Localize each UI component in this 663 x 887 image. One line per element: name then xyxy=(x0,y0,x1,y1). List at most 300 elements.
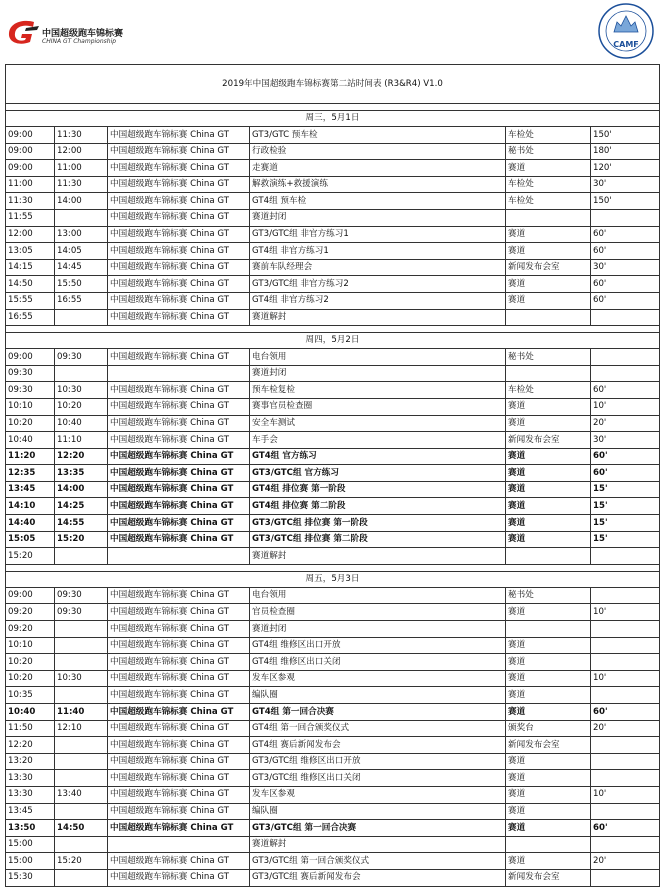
start-time-cell: 09:30 xyxy=(6,365,55,382)
series-cell: 中国超级跑车锦标赛 China GT xyxy=(108,869,250,886)
table-row xyxy=(6,127,660,144)
series-cell: 中国超级跑车锦标赛 China GT xyxy=(108,737,250,754)
duration-cell: 15' xyxy=(591,498,660,515)
series-cell: 中国超级跑车锦标赛 China GT xyxy=(108,292,250,309)
duration-cell: 20' xyxy=(591,853,660,870)
china-gt-logo xyxy=(6,18,146,54)
event-cell: GT4组 非官方练习2 xyxy=(250,292,506,309)
location-cell: 车检处 xyxy=(506,382,591,399)
start-time-cell: 10:35 xyxy=(6,687,55,704)
end-time-cell: 09:30 xyxy=(55,349,108,366)
location-cell: 新闻发布会室 xyxy=(506,737,591,754)
logo-en-text: CHINA GT Championship xyxy=(42,38,117,45)
duration-cell: 60' xyxy=(591,704,660,721)
location-cell: 车检处 xyxy=(506,127,591,144)
table-row xyxy=(6,259,660,276)
event-cell: GT3/GTC组 维修区出口关闭 xyxy=(250,770,506,787)
end-time-cell: 15:50 xyxy=(55,276,108,293)
start-time-cell: 13:45 xyxy=(6,481,55,498)
table-row xyxy=(6,465,660,482)
event-cell: GT4组 维修区出口关闭 xyxy=(250,654,506,671)
series-cell: 中国超级跑车锦标赛 China GT xyxy=(108,515,250,532)
spacer-row xyxy=(6,564,660,571)
duration-cell: 15' xyxy=(591,481,660,498)
duration-cell: 150' xyxy=(591,193,660,210)
end-time-cell: 15:20 xyxy=(55,853,108,870)
table-row xyxy=(6,309,660,326)
duration-cell: 60' xyxy=(591,226,660,243)
end-time-cell: 12:20 xyxy=(55,448,108,465)
duration-cell: 10' xyxy=(591,398,660,415)
duration-cell: 10' xyxy=(591,604,660,621)
table-row xyxy=(6,193,660,210)
start-time-cell: 10:10 xyxy=(6,398,55,415)
duration-cell: 15' xyxy=(591,515,660,532)
location-cell: 新闻发布会室 xyxy=(506,259,591,276)
table-row xyxy=(6,621,660,638)
series-cell: 中国超级跑车锦标赛 China GT xyxy=(108,587,250,604)
start-time-cell: 14:40 xyxy=(6,515,55,532)
duration-cell xyxy=(591,621,660,638)
table-row xyxy=(6,365,660,382)
event-cell: 走赛道 xyxy=(250,160,506,177)
table-row xyxy=(6,548,660,565)
event-cell: GT3/GTC组 第一回合决赛 xyxy=(250,820,506,837)
series-cell: 中国超级跑车锦标赛 China GT xyxy=(108,481,250,498)
start-time-cell: 13:30 xyxy=(6,770,55,787)
event-cell: 赛道封闭 xyxy=(250,209,506,226)
location-cell: 赛道 xyxy=(506,481,591,498)
location-cell: 赛道 xyxy=(506,226,591,243)
location-cell xyxy=(506,621,591,638)
table-row xyxy=(6,753,660,770)
series-cell: 中国超级跑车锦标赛 China GT xyxy=(108,209,250,226)
table-row xyxy=(6,176,660,193)
start-time-cell: 09:20 xyxy=(6,621,55,638)
end-time-cell: 11:30 xyxy=(55,127,108,144)
duration-cell: 60' xyxy=(591,276,660,293)
table-row xyxy=(6,160,660,177)
series-cell: 中国超级跑车锦标赛 China GT xyxy=(108,753,250,770)
event-cell: 赛道解封 xyxy=(250,548,506,565)
table-row xyxy=(6,209,660,226)
table-row xyxy=(6,243,660,260)
event-cell: 赛前车队经理会 xyxy=(250,259,506,276)
start-time-cell: 15:00 xyxy=(6,836,55,853)
table-row xyxy=(6,869,660,886)
end-time-cell: 14:05 xyxy=(55,243,108,260)
location-cell: 新闻发布会室 xyxy=(506,869,591,886)
start-time-cell: 09:00 xyxy=(6,349,55,366)
series-cell xyxy=(108,836,250,853)
start-time-cell: 14:15 xyxy=(6,259,55,276)
duration-cell: 30' xyxy=(591,432,660,449)
start-time-cell: 13:45 xyxy=(6,803,55,820)
event-cell: GT3/GTC组 官方练习 xyxy=(250,465,506,482)
end-time-cell xyxy=(55,836,108,853)
location-cell xyxy=(506,836,591,853)
series-cell: 中国超级跑车锦标赛 China GT xyxy=(108,309,250,326)
start-time-cell: 09:00 xyxy=(6,127,55,144)
table-row xyxy=(6,654,660,671)
location-cell: 秘书处 xyxy=(506,143,591,160)
start-time-cell: 15:05 xyxy=(6,531,55,548)
event-cell: 发车区参观 xyxy=(250,786,506,803)
event-cell: GT3/GTC组 维修区出口开放 xyxy=(250,753,506,770)
duration-cell xyxy=(591,654,660,671)
series-cell: 中国超级跑车锦标赛 China GT xyxy=(108,276,250,293)
start-time-cell: 09:00 xyxy=(6,587,55,604)
series-cell: 中国超级跑车锦标赛 China GT xyxy=(108,349,250,366)
series-cell: 中国超级跑车锦标赛 China GT xyxy=(108,259,250,276)
event-cell: 行政检验 xyxy=(250,143,506,160)
table-row xyxy=(6,143,660,160)
end-time-cell: 10:20 xyxy=(55,398,108,415)
location-cell: 秘书处 xyxy=(506,349,591,366)
duration-cell: 60' xyxy=(591,382,660,399)
start-time-cell: 13:30 xyxy=(6,786,55,803)
table-row xyxy=(6,737,660,754)
event-cell: GT4组 排位赛 第二阶段 xyxy=(250,498,506,515)
event-cell: 电台领用 xyxy=(250,587,506,604)
duration-cell: 180' xyxy=(591,143,660,160)
location-cell xyxy=(506,309,591,326)
duration-cell: 10' xyxy=(591,786,660,803)
spacer-cell xyxy=(6,564,660,571)
series-cell: 中国超级跑车锦标赛 China GT xyxy=(108,448,250,465)
end-time-cell: 11:40 xyxy=(55,704,108,721)
day-header-row xyxy=(6,111,660,127)
table-row xyxy=(6,820,660,837)
start-time-cell: 11:00 xyxy=(6,176,55,193)
duration-cell xyxy=(591,637,660,654)
duration-cell: 15' xyxy=(591,531,660,548)
table-row xyxy=(6,704,660,721)
series-cell: 中国超级跑车锦标赛 China GT xyxy=(108,654,250,671)
end-time-cell: 11:10 xyxy=(55,432,108,449)
table-row xyxy=(6,587,660,604)
duration-cell: 60' xyxy=(591,448,660,465)
event-cell: GT3/GTC组 非官方练习1 xyxy=(250,226,506,243)
end-time-cell: 14:00 xyxy=(55,481,108,498)
start-time-cell: 11:30 xyxy=(6,193,55,210)
event-cell: GT4组 第一回合决赛 xyxy=(250,704,506,721)
start-time-cell: 13:20 xyxy=(6,753,55,770)
camf-seal-icon xyxy=(597,2,655,60)
event-cell: 安全车测试 xyxy=(250,415,506,432)
start-time-cell: 16:55 xyxy=(6,309,55,326)
start-time-cell: 15:30 xyxy=(6,869,55,886)
series-cell: 中国超级跑车锦标赛 China GT xyxy=(108,720,250,737)
end-time-cell: 14:45 xyxy=(55,259,108,276)
day-header: 周五，5月3日 xyxy=(6,571,660,587)
location-cell: 赛道 xyxy=(506,465,591,482)
series-cell: 中国超级跑车锦标赛 China GT xyxy=(108,398,250,415)
duration-cell xyxy=(591,587,660,604)
table-row xyxy=(6,448,660,465)
location-cell: 车检处 xyxy=(506,176,591,193)
end-time-cell xyxy=(55,869,108,886)
start-time-cell: 12:35 xyxy=(6,465,55,482)
end-time-cell xyxy=(55,309,108,326)
location-cell: 新闻发布会室 xyxy=(506,432,591,449)
series-cell: 中国超级跑车锦标赛 China GT xyxy=(108,670,250,687)
location-cell: 赛道 xyxy=(506,654,591,671)
event-cell: 赛道解封 xyxy=(250,836,506,853)
event-cell: 解救演练+救援演练 xyxy=(250,176,506,193)
location-cell: 赛道 xyxy=(506,415,591,432)
series-cell: 中国超级跑车锦标赛 China GT xyxy=(108,637,250,654)
schedule-table xyxy=(5,64,660,887)
table-row xyxy=(6,292,660,309)
page-title: 2019年中国超级跑车锦标赛第二站时间表 (R3&R4) V1.0 xyxy=(6,65,660,104)
series-cell: 中国超级跑车锦标赛 China GT xyxy=(108,770,250,787)
camf-text: CAMF xyxy=(613,40,639,49)
event-cell: 编队圈 xyxy=(250,803,506,820)
end-time-cell xyxy=(55,770,108,787)
table-row xyxy=(6,770,660,787)
end-time-cell: 15:20 xyxy=(55,531,108,548)
table-row xyxy=(6,498,660,515)
location-cell: 赛道 xyxy=(506,820,591,837)
duration-cell xyxy=(591,836,660,853)
event-cell: 电台领用 xyxy=(250,349,506,366)
end-time-cell xyxy=(55,365,108,382)
duration-cell: 30' xyxy=(591,176,660,193)
location-cell: 赛道 xyxy=(506,604,591,621)
series-cell: 中国超级跑车锦标赛 China GT xyxy=(108,531,250,548)
location-cell: 赛道 xyxy=(506,770,591,787)
series-cell: 中国超级跑车锦标赛 China GT xyxy=(108,786,250,803)
series-cell: 中国超级跑车锦标赛 China GT xyxy=(108,415,250,432)
event-cell: 编队圈 xyxy=(250,687,506,704)
event-cell: GT4组 预车检 xyxy=(250,193,506,210)
location-cell: 赛道 xyxy=(506,448,591,465)
series-cell xyxy=(108,365,250,382)
event-cell: GT3/GTC组 排位赛 第一阶段 xyxy=(250,515,506,532)
start-time-cell: 11:50 xyxy=(6,720,55,737)
table-row xyxy=(6,432,660,449)
series-cell: 中国超级跑车锦标赛 China GT xyxy=(108,621,250,638)
end-time-cell xyxy=(55,209,108,226)
start-time-cell: 14:50 xyxy=(6,276,55,293)
end-time-cell: 09:30 xyxy=(55,604,108,621)
start-time-cell: 12:20 xyxy=(6,737,55,754)
series-cell: 中国超级跑车锦标赛 China GT xyxy=(108,604,250,621)
duration-cell: 60' xyxy=(591,465,660,482)
end-time-cell xyxy=(55,637,108,654)
series-cell: 中国超级跑车锦标赛 China GT xyxy=(108,160,250,177)
duration-cell: 30' xyxy=(591,259,660,276)
event-cell: 赛事官员检查圈 xyxy=(250,398,506,415)
table-row xyxy=(6,853,660,870)
duration-cell: 10' xyxy=(591,670,660,687)
start-time-cell: 10:40 xyxy=(6,432,55,449)
duration-cell xyxy=(591,309,660,326)
event-cell: 预车检复检 xyxy=(250,382,506,399)
duration-cell xyxy=(591,209,660,226)
table-row xyxy=(6,720,660,737)
event-cell: GT4组 第一回合颁奖仪式 xyxy=(250,720,506,737)
start-time-cell: 09:20 xyxy=(6,604,55,621)
series-cell: 中国超级跑车锦标赛 China GT xyxy=(108,193,250,210)
end-time-cell: 13:40 xyxy=(55,786,108,803)
table-row xyxy=(6,786,660,803)
duration-cell: 20' xyxy=(591,720,660,737)
end-time-cell: 10:30 xyxy=(55,382,108,399)
event-cell: 赛道解封 xyxy=(250,309,506,326)
start-time-cell: 15:55 xyxy=(6,292,55,309)
table-row xyxy=(6,276,660,293)
table-row xyxy=(6,398,660,415)
end-time-cell xyxy=(55,654,108,671)
event-cell: GT3/GTC组 排位赛 第二阶段 xyxy=(250,531,506,548)
end-time-cell xyxy=(55,753,108,770)
event-cell: GT3/GTC组 第一回合颁奖仪式 xyxy=(250,853,506,870)
series-cell: 中国超级跑车锦标赛 China GT xyxy=(108,382,250,399)
end-time-cell: 11:00 xyxy=(55,160,108,177)
end-time-cell: 11:30 xyxy=(55,176,108,193)
duration-cell xyxy=(591,803,660,820)
duration-cell xyxy=(591,869,660,886)
start-time-cell: 13:05 xyxy=(6,243,55,260)
duration-cell xyxy=(591,687,660,704)
table-row xyxy=(6,481,660,498)
table-row xyxy=(6,382,660,399)
start-time-cell: 14:10 xyxy=(6,498,55,515)
location-cell: 秘书处 xyxy=(506,587,591,604)
series-cell: 中国超级跑车锦标赛 China GT xyxy=(108,820,250,837)
location-cell xyxy=(506,209,591,226)
spacer-row xyxy=(6,104,660,111)
event-cell: GT3/GTC 预车检 xyxy=(250,127,506,144)
duration-cell xyxy=(591,770,660,787)
event-cell: 赛道封闭 xyxy=(250,365,506,382)
series-cell: 中国超级跑车锦标赛 China GT xyxy=(108,432,250,449)
location-cell: 赛道 xyxy=(506,515,591,532)
table-row xyxy=(6,515,660,532)
end-time-cell: 16:55 xyxy=(55,292,108,309)
duration-cell: 60' xyxy=(591,820,660,837)
series-cell: 中国超级跑车锦标赛 China GT xyxy=(108,853,250,870)
title-row xyxy=(6,65,660,104)
series-cell: 中国超级跑车锦标赛 China GT xyxy=(108,226,250,243)
start-time-cell: 10:20 xyxy=(6,415,55,432)
duration-cell xyxy=(591,548,660,565)
end-time-cell: 14:25 xyxy=(55,498,108,515)
table-row xyxy=(6,637,660,654)
series-cell: 中国超级跑车锦标赛 China GT xyxy=(108,803,250,820)
end-time-cell: 14:55 xyxy=(55,515,108,532)
start-time-cell: 15:00 xyxy=(6,853,55,870)
duration-cell: 20' xyxy=(591,415,660,432)
series-cell xyxy=(108,548,250,565)
start-time-cell: 09:00 xyxy=(6,160,55,177)
end-time-cell: 13:35 xyxy=(55,465,108,482)
start-time-cell: 11:20 xyxy=(6,448,55,465)
end-time-cell: 14:00 xyxy=(55,193,108,210)
start-time-cell: 09:30 xyxy=(6,382,55,399)
end-time-cell: 10:30 xyxy=(55,670,108,687)
day-header-row xyxy=(6,333,660,349)
series-cell: 中国超级跑车锦标赛 China GT xyxy=(108,127,250,144)
location-cell: 赛道 xyxy=(506,160,591,177)
end-time-cell xyxy=(55,548,108,565)
event-cell: GT4组 排位赛 第一阶段 xyxy=(250,481,506,498)
end-time-cell: 12:10 xyxy=(55,720,108,737)
duration-cell: 60' xyxy=(591,243,660,260)
duration-cell: 60' xyxy=(591,292,660,309)
china-gt-logo-icon xyxy=(6,18,40,48)
end-time-cell xyxy=(55,687,108,704)
series-cell: 中国超级跑车锦标赛 China GT xyxy=(108,176,250,193)
event-cell: GT3/GTC组 赛后新闻发布会 xyxy=(250,869,506,886)
start-time-cell: 10:40 xyxy=(6,704,55,721)
location-cell: 赛道 xyxy=(506,498,591,515)
duration-cell xyxy=(591,349,660,366)
start-time-cell: 11:55 xyxy=(6,209,55,226)
series-cell: 中国超级跑车锦标赛 China GT xyxy=(108,143,250,160)
table-row xyxy=(6,349,660,366)
end-time-cell xyxy=(55,803,108,820)
duration-cell xyxy=(591,737,660,754)
table-row xyxy=(6,670,660,687)
day-header-row xyxy=(6,571,660,587)
table-row xyxy=(6,604,660,621)
table-row xyxy=(6,226,660,243)
logo-cn-text: 中国超级跑车锦标赛 xyxy=(42,29,124,39)
location-cell: 赛道 xyxy=(506,753,591,770)
duration-cell: 150' xyxy=(591,127,660,144)
location-cell: 赛道 xyxy=(506,803,591,820)
end-time-cell xyxy=(55,621,108,638)
start-time-cell: 10:20 xyxy=(6,654,55,671)
event-cell: 赛道封闭 xyxy=(250,621,506,638)
location-cell: 赛道 xyxy=(506,276,591,293)
event-cell: 官员检查圈 xyxy=(250,604,506,621)
location-cell: 赛道 xyxy=(506,292,591,309)
event-cell: GT4组 赛后新闻发布会 xyxy=(250,737,506,754)
series-cell: 中国超级跑车锦标赛 China GT xyxy=(108,687,250,704)
series-cell: 中国超级跑车锦标赛 China GT xyxy=(108,465,250,482)
location-cell: 赛道 xyxy=(506,398,591,415)
event-cell: GT4组 非官方练习1 xyxy=(250,243,506,260)
location-cell: 赛道 xyxy=(506,704,591,721)
series-cell: 中国超级跑车锦标赛 China GT xyxy=(108,704,250,721)
camf-logo xyxy=(597,2,655,60)
series-cell: 中国超级跑车锦标赛 China GT xyxy=(108,498,250,515)
event-cell: GT3/GTC组 非官方练习2 xyxy=(250,276,506,293)
duration-cell: 120' xyxy=(591,160,660,177)
table-row xyxy=(6,687,660,704)
event-cell: GT4组 维修区出口开放 xyxy=(250,637,506,654)
event-cell: 车手会 xyxy=(250,432,506,449)
location-cell: 车检处 xyxy=(506,193,591,210)
page-header xyxy=(0,0,663,62)
spacer-cell xyxy=(6,326,660,333)
start-time-cell: 09:00 xyxy=(6,143,55,160)
start-time-cell: 10:10 xyxy=(6,637,55,654)
spacer-cell xyxy=(6,104,660,111)
day-header: 周三，5月1日 xyxy=(6,111,660,127)
table-row xyxy=(6,415,660,432)
location-cell: 颁奖台 xyxy=(506,720,591,737)
start-time-cell: 15:20 xyxy=(6,548,55,565)
location-cell xyxy=(506,365,591,382)
event-cell: GT4组 官方练习 xyxy=(250,448,506,465)
end-time-cell: 14:50 xyxy=(55,820,108,837)
location-cell: 赛道 xyxy=(506,531,591,548)
